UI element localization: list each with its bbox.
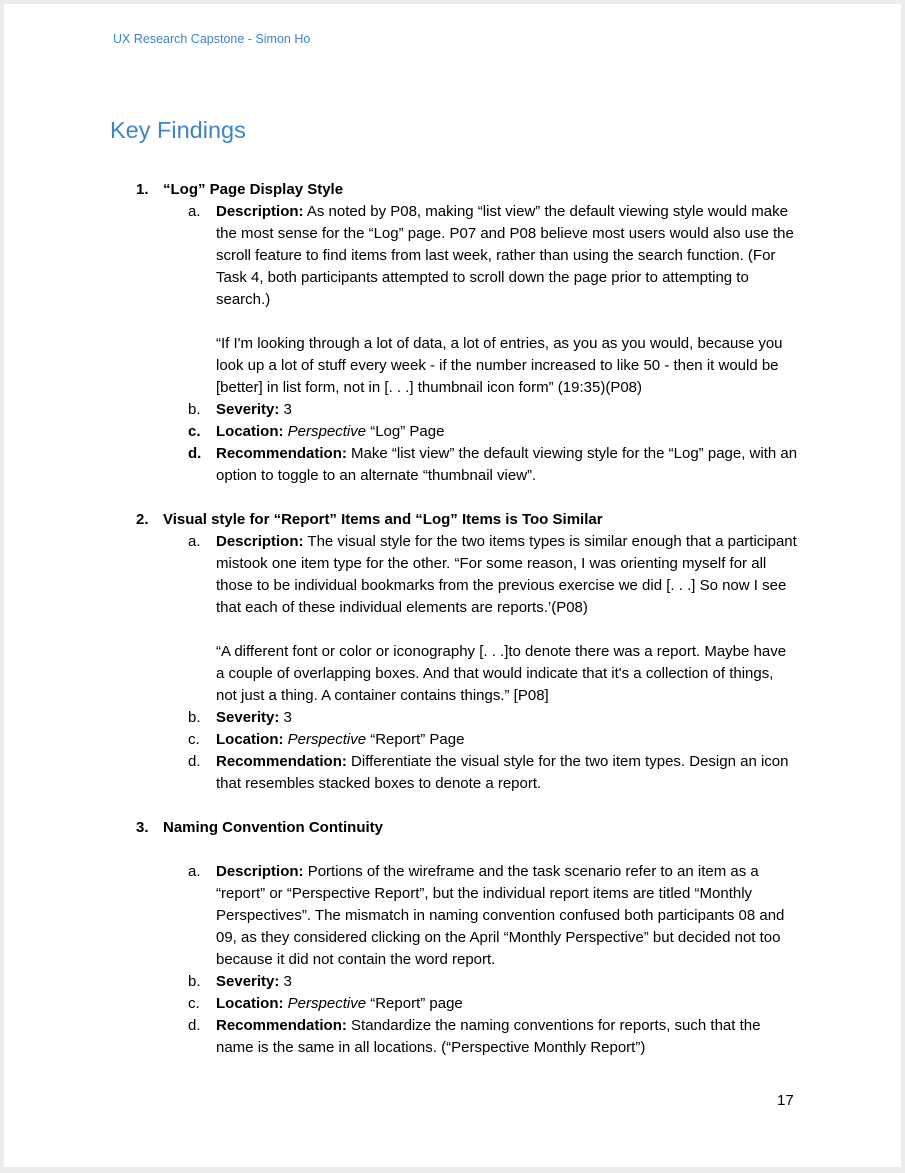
severity-item bbox=[188, 399, 816, 421]
recommendation-item bbox=[188, 443, 816, 487]
item-letter: b. bbox=[188, 973, 201, 990]
finding-title: Visual style for “Report” Items and “Log” Items is Too Similar bbox=[163, 511, 603, 528]
document-page bbox=[4, 4, 901, 1167]
item-letter: a. bbox=[188, 863, 201, 880]
location-page: “Log” Page bbox=[370, 423, 445, 440]
item-letter: c. bbox=[188, 995, 200, 1012]
finding-details bbox=[188, 861, 816, 1059]
blank-line bbox=[136, 839, 816, 861]
description-label: Description: bbox=[216, 203, 304, 220]
description-label: Description: bbox=[216, 863, 304, 880]
location-page: “Report” page bbox=[370, 995, 463, 1012]
severity-value: 3 bbox=[283, 709, 292, 726]
finding-heading bbox=[136, 817, 816, 839]
location-label: Location: bbox=[216, 731, 284, 748]
severity-label: Severity: bbox=[216, 709, 280, 726]
severity-label: Severity: bbox=[216, 973, 280, 990]
description-item bbox=[188, 201, 816, 399]
recommendation-item bbox=[188, 1015, 816, 1059]
severity-item bbox=[188, 971, 816, 993]
finding-number: 2. bbox=[136, 511, 149, 528]
location-label: Location: bbox=[216, 995, 284, 1012]
finding-1 bbox=[136, 179, 816, 487]
finding-heading bbox=[136, 509, 816, 531]
location-product: Perspective bbox=[287, 423, 367, 440]
finding-3 bbox=[136, 817, 816, 1059]
recommendation-text: Standardize the naming conventions for reports, such that the name is the same in all locations. (“Perspective Monthly Report”) bbox=[216, 1017, 761, 1056]
finding-details bbox=[188, 201, 816, 487]
location-item bbox=[188, 421, 816, 443]
description-text: The visual style for the two items types is similar enough that a participant mistook one item type for the other. “For some reason, I was orienting myself for all those to be individual bookmarks from the previous exercise we did [. . .] So now I see that each of these individual elements are reports.’(P08) bbox=[216, 533, 797, 616]
item-letter: b. bbox=[188, 709, 201, 726]
recommendation-text: Make “list view” the default viewing style for the “Log” page, with an option to toggle to an alternate “thumbnail view”. bbox=[216, 445, 798, 484]
location-item bbox=[188, 729, 816, 751]
severity-item bbox=[188, 707, 816, 729]
severity-label: Severity: bbox=[216, 401, 280, 418]
finding-details bbox=[188, 531, 816, 795]
item-letter: b. bbox=[188, 401, 201, 418]
item-letter: c. bbox=[188, 423, 201, 440]
item-letter: a. bbox=[188, 533, 201, 550]
finding-title: “Log” Page Display Style bbox=[163, 181, 344, 198]
recommendation-label: Recommendation: bbox=[216, 753, 347, 770]
participant-quote: “A different font or color or iconography [. . .]to denote there was a report. Maybe have a couple of overlapping boxes. And that would indicate that it's a collection of things, not just a thing. A container contains things.” [P08] bbox=[216, 643, 787, 704]
participant-quote: “If I'm looking through a lot of data, a lot of entries, as you as you would, because you look up a lot of stuff every week - if the number increased to like 50 - then it would be [better] in list form, not in [. . .] thumbnail icon form” (19:35)(P08) bbox=[216, 335, 783, 396]
description-text: As noted by P08, making “list view” the default viewing style would make the most sense for the “Log” page. P07 and P08 believe most users would also use the scroll feature to find items from last week, rather than using the search function. (For Task 4, both participants attempted to scroll down the page prior to attempting to search.) bbox=[216, 203, 794, 308]
item-letter: d. bbox=[188, 445, 202, 462]
location-product: Perspective bbox=[287, 995, 367, 1012]
location-page: “Report” Page bbox=[370, 731, 465, 748]
page-title: Key Findings bbox=[110, 117, 246, 143]
location-label: Location: bbox=[216, 423, 284, 440]
description-label: Description: bbox=[216, 533, 304, 550]
recommendation-label: Recommendation: bbox=[216, 445, 347, 462]
recommendation-label: Recommendation: bbox=[216, 1017, 347, 1034]
finding-number: 1. bbox=[136, 181, 149, 198]
severity-value: 3 bbox=[283, 401, 292, 418]
running-header: UX Research Capstone - Simon Ho bbox=[113, 32, 311, 46]
page-number: 17 bbox=[777, 1092, 794, 1109]
severity-value: 3 bbox=[283, 973, 292, 990]
finding-title: Naming Convention Continuity bbox=[163, 819, 383, 836]
finding-heading bbox=[136, 179, 816, 201]
finding-number: 3. bbox=[136, 819, 149, 836]
description-item bbox=[188, 861, 816, 971]
item-letter: d. bbox=[188, 1017, 201, 1034]
description-item bbox=[188, 531, 816, 707]
finding-2 bbox=[136, 509, 816, 795]
item-letter: a. bbox=[188, 203, 201, 220]
recommendation-item bbox=[188, 751, 816, 795]
location-product: Perspective bbox=[287, 731, 367, 748]
description-text: Portions of the wireframe and the task scenario refer to an item as a “report” or “Perspective Report”, but the individual report items are titled “Monthly Perspectives”. The mismatch in naming convention confused both participants 08 and 09, as they considered clicking on the April “Monthly Perspective” but decided not too because it did not contain the word report. bbox=[216, 863, 785, 968]
recommendation-text: Differentiate the visual style for the two item types. Design an icon that resembles stacked boxes to denote a report. bbox=[216, 753, 789, 792]
item-letter: c. bbox=[188, 731, 200, 748]
item-letter: d. bbox=[188, 753, 201, 770]
location-item bbox=[188, 993, 816, 1015]
